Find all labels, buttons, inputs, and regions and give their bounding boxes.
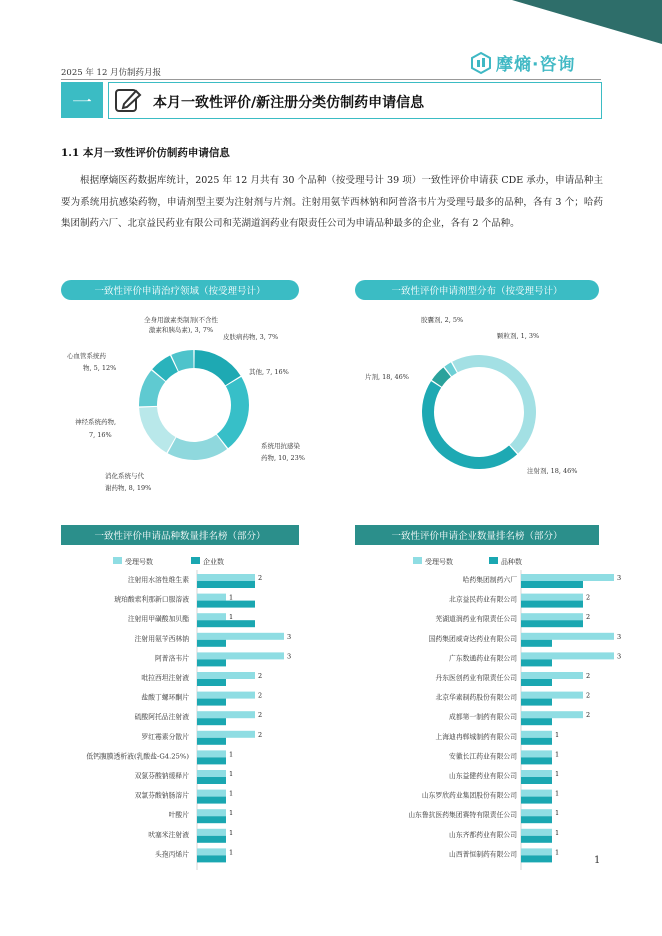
variety-bar-accept bbox=[197, 848, 226, 855]
brand-logo-icon bbox=[470, 52, 492, 74]
variety-value-label: 2 bbox=[258, 672, 263, 680]
label-tablet: 片剂, 18, 46% bbox=[365, 373, 409, 381]
variety-bar-accept bbox=[197, 652, 284, 659]
variety-value-label: 2 bbox=[258, 691, 263, 700]
company-bar-second bbox=[521, 718, 552, 725]
label-anti-1: 系统用抗感染 bbox=[261, 442, 300, 450]
company-bar-second bbox=[521, 601, 583, 608]
variety-bar-second bbox=[197, 718, 226, 725]
therapy-slice-1 bbox=[217, 377, 249, 448]
variety-bar-accept bbox=[197, 790, 226, 797]
company-bar-second bbox=[521, 640, 552, 647]
label-skin: 皮肤病药物, 3, 7% bbox=[223, 333, 279, 341]
chart-title-company-rank: 一致性评价申请企业数量排名榜（部分） bbox=[355, 525, 599, 545]
variety-bar-second bbox=[197, 659, 226, 666]
label-anti-2: 药物, 10, 23% bbox=[261, 454, 305, 462]
company-category-label: 北京华素制药股份有限公司 bbox=[435, 693, 517, 702]
company-category-label: 山西普恒制药有限公司 bbox=[449, 850, 517, 859]
company-value-label: 2 bbox=[586, 691, 591, 700]
company-bar-second bbox=[521, 855, 552, 862]
company-value-label: 3 bbox=[617, 632, 622, 641]
company-bar-accept bbox=[521, 652, 614, 659]
company-bar-accept bbox=[521, 574, 614, 581]
variety-category-label: 罗红霉素分散片 bbox=[141, 732, 189, 741]
variety-category-label: 琥珀酸索利那新口服溶液 bbox=[114, 595, 189, 604]
brand bbox=[470, 50, 575, 75]
variety-bar-second bbox=[197, 757, 226, 764]
company-bar-second bbox=[521, 757, 552, 764]
variety-rank-bar-chart bbox=[61, 548, 321, 873]
label-hormone-1: 全身用激素类制剂(不含性 bbox=[143, 316, 219, 324]
company-bar-second bbox=[521, 738, 552, 745]
company-bar-second bbox=[521, 777, 552, 784]
company-bar-accept bbox=[521, 692, 583, 699]
variety-bar-accept bbox=[197, 809, 226, 816]
company-value-label: 2 bbox=[586, 613, 591, 622]
company-category-label: 丹东医创药业有限责任公司 bbox=[435, 674, 517, 682]
label-capsule: 胶囊剂, 2, 5% bbox=[421, 316, 464, 324]
company-bar-accept bbox=[521, 829, 552, 836]
dosage-slice-0 bbox=[452, 355, 536, 453]
legend-label-variety: 品种数 bbox=[501, 558, 522, 566]
report-label: 2025 年 12 月仿制药月报 bbox=[61, 68, 162, 78]
variety-category-label: 叶酸片 bbox=[168, 811, 189, 820]
variety-value-label: 1 bbox=[229, 593, 234, 602]
edit-icon bbox=[114, 86, 142, 114]
variety-bar-accept bbox=[197, 711, 255, 718]
company-bar-accept bbox=[521, 633, 614, 640]
company-category-label: 广东数通药业有限公司 bbox=[449, 654, 517, 663]
company-bar-accept bbox=[521, 613, 583, 620]
company-rank-bar-chart bbox=[355, 548, 622, 873]
variety-category-label: 吠塞米注射液 bbox=[148, 830, 189, 839]
variety-bar-accept bbox=[197, 770, 226, 777]
company-bar-accept bbox=[521, 770, 552, 777]
company-value-label: 1 bbox=[555, 789, 560, 798]
company-value-label: 3 bbox=[617, 652, 622, 661]
variety-value-label: 3 bbox=[287, 652, 292, 661]
legend-label-company: 企业数 bbox=[203, 558, 224, 566]
variety-category-label: 低钙腹膜透析液(乳酸盐-G4.25%) bbox=[86, 752, 189, 761]
company-bar-accept bbox=[521, 848, 552, 855]
variety-bar-accept bbox=[197, 750, 226, 757]
company-bar-second bbox=[521, 620, 583, 627]
header-rule bbox=[61, 79, 601, 80]
company-bar-second bbox=[521, 581, 583, 588]
label-digest-2: 谢药物, 8, 19% bbox=[105, 484, 152, 492]
variety-value-label: 3 bbox=[287, 632, 292, 641]
company-category-label: 芜湖道润药业有限责任公司 bbox=[435, 615, 517, 624]
company-value-label: 1 bbox=[555, 828, 560, 837]
variety-bar-second bbox=[197, 738, 226, 745]
company-value-label: 2 bbox=[586, 672, 591, 680]
chart-title-variety-rank: 一致性评价申请品种数量排名榜（部分） bbox=[61, 525, 299, 545]
legend-swatch-variety bbox=[489, 557, 498, 564]
label-injection: 注射剂, 18, 46% bbox=[527, 467, 578, 475]
company-value-label: 2 bbox=[586, 711, 591, 720]
company-bar-second bbox=[521, 816, 552, 823]
variety-bar-second bbox=[197, 816, 226, 823]
variety-bar-second bbox=[197, 797, 226, 804]
company-value-label: 1 bbox=[555, 809, 560, 818]
therapy-donut-chart bbox=[61, 300, 321, 505]
variety-value-label: 2 bbox=[258, 730, 263, 739]
chart-title-dosage: 一致性评价申请剂型分布（按受理号计） bbox=[355, 280, 599, 300]
company-category-label: 成都第一制药有限公司 bbox=[449, 713, 517, 722]
variety-value-label: 1 bbox=[229, 828, 234, 837]
company-category-label: 安徽长江药业有限公司 bbox=[449, 752, 517, 761]
variety-category-label: 阿普洛韦片 bbox=[155, 654, 189, 663]
therapy-slice-3 bbox=[139, 407, 175, 453]
variety-value-label: 2 bbox=[258, 711, 263, 720]
company-bar-second bbox=[521, 797, 552, 804]
company-category-label: 山东鲁抗医药集团赛特有限责任公司 bbox=[408, 811, 517, 820]
corner-decoration bbox=[512, 0, 662, 44]
variety-value-label: 1 bbox=[229, 848, 234, 857]
company-bar-accept bbox=[521, 731, 552, 738]
variety-bar-second bbox=[197, 640, 226, 647]
variety-value-label: 1 bbox=[229, 809, 234, 818]
subsection-title: 1.1 本月一致性评价仿制药申请信息 bbox=[61, 147, 230, 159]
section-number: 一 bbox=[61, 82, 103, 118]
company-value-label: 2 bbox=[586, 593, 591, 602]
variety-bar-second bbox=[197, 601, 255, 608]
variety-category-label: 注射用甲磺酸加贝酯 bbox=[127, 615, 189, 624]
variety-bar-accept bbox=[197, 672, 255, 679]
variety-bar-second bbox=[197, 836, 226, 843]
company-bar-accept bbox=[521, 594, 583, 601]
variety-category-label: 硫酸阿托品注射液 bbox=[134, 713, 189, 722]
chart-title-therapy: 一致性评价申请治疗领域（按受理号计） bbox=[61, 280, 299, 300]
page-number: 1 bbox=[594, 855, 601, 866]
company-bar-second bbox=[521, 836, 552, 843]
variety-value-label: 1 bbox=[229, 770, 234, 778]
variety-value-label: 1 bbox=[229, 789, 234, 798]
variety-category-label: 双氯芬酸钠缓释片 bbox=[134, 772, 189, 780]
company-value-label: 1 bbox=[555, 750, 560, 759]
variety-bar-accept bbox=[197, 731, 255, 738]
company-category-label: 上海迪冉郸城制药有限公司 bbox=[435, 732, 517, 741]
label-neuro-1: 神经系统药物, bbox=[75, 418, 117, 426]
variety-bar-second bbox=[197, 620, 255, 627]
variety-bar-accept bbox=[197, 633, 284, 640]
company-value-label: 1 bbox=[555, 848, 560, 857]
company-value-label: 1 bbox=[555, 730, 560, 739]
label-hormone-2: 激素和胰岛素), 3, 7% bbox=[148, 326, 214, 334]
company-bar-accept bbox=[521, 672, 583, 679]
label-other: 其他, 7, 16% bbox=[249, 368, 289, 376]
company-bar-second bbox=[521, 699, 552, 706]
variety-category-label: 注射用水溶性维生素 bbox=[127, 576, 189, 584]
label-cardio-2: 物, 5, 12% bbox=[83, 364, 117, 372]
variety-value-label: 1 bbox=[229, 750, 234, 759]
legend-label-accept: 受理号数 bbox=[125, 558, 153, 566]
therapy-slice-0 bbox=[194, 350, 240, 385]
variety-bar-accept bbox=[197, 613, 226, 620]
company-category-label: 山东齐都药业有限公司 bbox=[449, 830, 517, 839]
variety-bar-second bbox=[197, 581, 255, 588]
variety-category-label: 注射用氨苄西林钠 bbox=[134, 634, 189, 643]
variety-bar-accept bbox=[197, 594, 226, 601]
variety-bar-second bbox=[197, 699, 226, 706]
therapy-slice-2 bbox=[168, 435, 227, 460]
label-granule: 颗粒剂, 1, 3% bbox=[497, 332, 540, 340]
variety-bar-second bbox=[197, 777, 226, 784]
legend-swatch-company bbox=[191, 557, 200, 564]
variety-value-label: 2 bbox=[258, 574, 263, 582]
company-category-label: 国药集团威奇达药业有限公司 bbox=[428, 634, 517, 643]
label-neuro-2: 7, 16% bbox=[89, 431, 112, 439]
variety-category-label: 头孢丙烯片 bbox=[155, 850, 189, 859]
variety-bar-accept bbox=[197, 574, 255, 581]
company-value-label: 3 bbox=[617, 574, 622, 582]
label-digest-1: 消化系统与代 bbox=[105, 472, 144, 480]
company-value-label: 1 bbox=[555, 770, 560, 778]
section-title: 本月一致性评价/新注册分类仿制药申请信息 bbox=[153, 95, 425, 111]
company-bar-second bbox=[521, 679, 552, 686]
company-bar-second bbox=[521, 659, 552, 666]
legend-swatch-accept bbox=[413, 557, 422, 564]
variety-bar-second bbox=[197, 855, 226, 862]
brand-name: 摩熵·咨询 bbox=[496, 55, 576, 75]
company-bar-accept bbox=[521, 790, 552, 797]
company-category-label: 哈药集团制药六厂 bbox=[462, 576, 517, 584]
company-bar-accept bbox=[521, 809, 552, 816]
label-cardio-1: 心血管系统药 bbox=[67, 352, 106, 360]
company-category-label: 山东益健药业有限公司 bbox=[449, 772, 517, 780]
legend-swatch-accept bbox=[113, 557, 122, 564]
dosage-slice-1 bbox=[422, 381, 517, 469]
variety-bar-accept bbox=[197, 692, 255, 699]
dosage-donut-chart bbox=[355, 300, 605, 505]
company-category-label: 山东罗欣药业集团股份有限公司 bbox=[421, 791, 517, 800]
variety-bar-second bbox=[197, 679, 226, 686]
variety-category-label: 吡拉西坦注射液 bbox=[141, 674, 189, 682]
variety-bar-accept bbox=[197, 829, 226, 836]
legend-label-accept: 受理号数 bbox=[425, 558, 453, 566]
variety-category-label: 双氯芬酸钠肠溶片 bbox=[134, 791, 189, 800]
variety-category-label: 盐酸丁螺环酮片 bbox=[141, 693, 189, 702]
variety-value-label: 1 bbox=[229, 613, 234, 622]
company-bar-accept bbox=[521, 711, 583, 718]
company-bar-accept bbox=[521, 750, 552, 757]
summary-paragraph: 根据摩熵医药数据库统计，2025 年 12 月共有 30 个品种（按受理号计 39 项）一致性评价申请获 CDE 承办，申请品种主要为系统用抗感染药物，申请剂型主要为注射剂与片剂。注射用氨苄西林钠和阿普洛韦片为受理号最多的品种，各有 3 个；哈药集团制药六厂、北京益民药业有限公司和芜湖道润药业有限责任公司为申请品种最多的企业，各有 2 个品种。 bbox=[61, 175, 603, 229]
company-category-label: 北京益民药业有限公司 bbox=[449, 595, 517, 604]
